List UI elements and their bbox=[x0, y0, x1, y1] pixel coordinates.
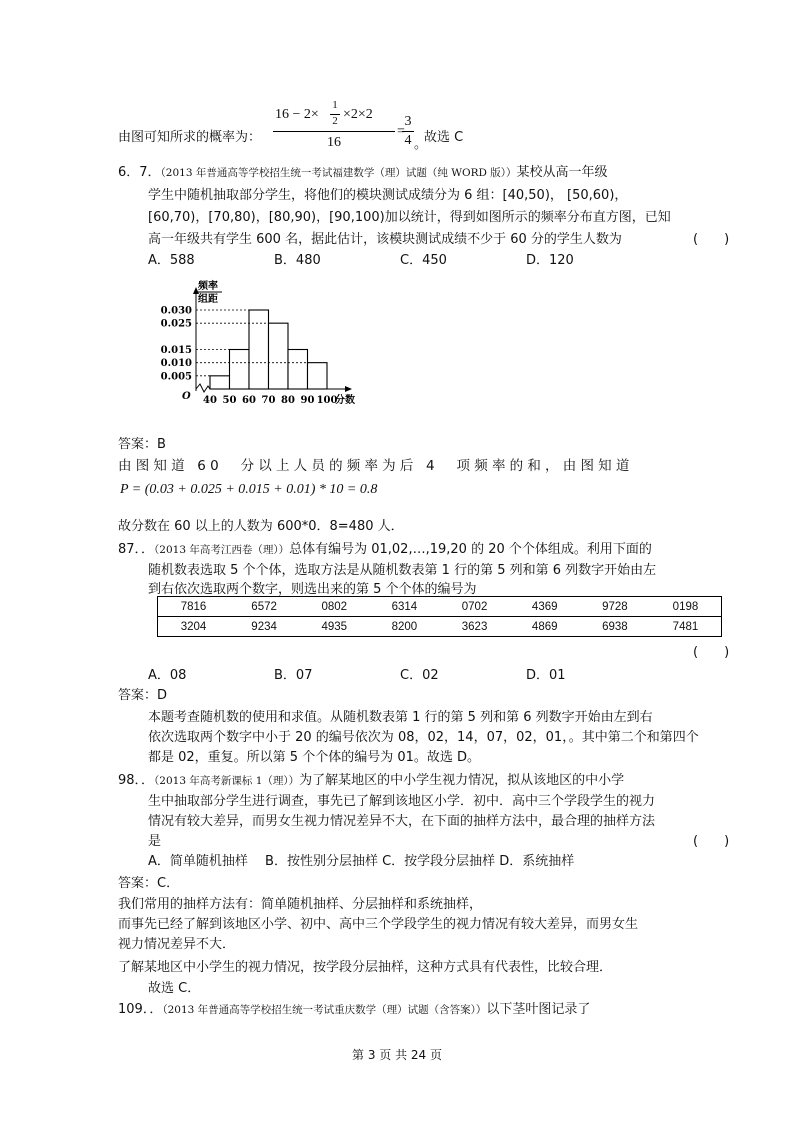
histogram-bar bbox=[308, 363, 328, 389]
q6-number: 6．7． bbox=[118, 165, 161, 180]
q98-line1-text: 为了解某地区的中小学生视力情况，拟从该地区的中小学 bbox=[299, 773, 625, 788]
q98-answer: 答案：C． bbox=[118, 876, 180, 891]
q98-line4: 是 bbox=[148, 834, 162, 849]
q87-line1 bbox=[118, 538, 652, 557]
histogram-bar bbox=[269, 323, 289, 389]
q87-option-d: D．01 bbox=[526, 668, 566, 683]
q98-line3: 情况有较大差异，而男女生视力情况差异不大，在下面的抽样方法中，最合理的抽样方法 bbox=[148, 814, 656, 829]
histogram-bar bbox=[230, 350, 250, 390]
q87-explanation-2: 依次选取两个数字中小于 20 的编号依次为 08，02，14，07，02，01，。其中第二个和第四个 bbox=[148, 730, 699, 745]
histogram-bar bbox=[210, 376, 230, 389]
q98-source: （2013 年高考新课标 1（理）） bbox=[154, 775, 300, 787]
q6-line1-text: 某校从高一年级 bbox=[516, 165, 608, 180]
q87-explanation-1: 本题考查随机数的使用和求值。从随机数表第 1 行的第 5 列和第 6 列数字开始由左到右 bbox=[148, 710, 653, 725]
prev-denominator: 16 bbox=[327, 135, 341, 150]
prev-prefix: 由图可知所求的概率为： bbox=[118, 130, 262, 145]
x-tick-label: 90 bbox=[300, 395, 315, 406]
q87-source: （2013 年高考江西卷（理）） bbox=[154, 544, 290, 556]
x-tick-label: 100 bbox=[316, 395, 338, 406]
q98-answer-blank: ( ) bbox=[693, 834, 730, 849]
prev-equals: = bbox=[397, 124, 405, 139]
table-row bbox=[158, 597, 722, 617]
y-tick-label: 0.025 bbox=[160, 318, 192, 330]
prev-numerator-b: ×2×2 bbox=[343, 107, 373, 122]
prev-half-num: 1 bbox=[332, 99, 338, 111]
random-number-table bbox=[157, 596, 722, 637]
x-axis-label: 分数 bbox=[335, 395, 355, 406]
q87-option-a: A．08 bbox=[148, 668, 187, 683]
x-tick-label: 70 bbox=[261, 395, 276, 406]
q87-line1-text: 总体有编号为 01,02,…,19,20 的 20 个个体组成。利用下面的 bbox=[289, 542, 652, 557]
prev-period: 。 bbox=[414, 137, 428, 152]
histogram-bar bbox=[288, 350, 308, 390]
q98-options: A．简单随机抽样 B．按性别分层抽样 C．按学段分层抽样 D．系统抽样 bbox=[148, 854, 575, 869]
y-axis-label-bottom: 组距 bbox=[198, 294, 218, 305]
y-tick-label: 0.005 bbox=[160, 371, 192, 383]
q6-explanation-3: 故分数在 60 以上的人数为 600*0．8=480 人． bbox=[118, 519, 404, 534]
table-cell: 7816 bbox=[158, 597, 230, 617]
x-axis-arrow bbox=[345, 386, 352, 392]
y-tick-label: 0.010 bbox=[160, 358, 192, 370]
q6-line3: [60,70)，[70,80)，[80,90)，[90,100)加以统计，得到如图所示的频率分布直方图，已知 bbox=[148, 210, 671, 225]
y-axis-label-top: 频率 bbox=[198, 281, 218, 292]
q87-option-c: C．02 bbox=[400, 668, 439, 683]
table-cell: 6572 bbox=[229, 597, 299, 617]
x-tick-label: 80 bbox=[281, 395, 295, 406]
x-axis-break bbox=[196, 384, 210, 392]
q109-number: 109．． bbox=[118, 1002, 163, 1017]
q6-option-d: D．120 bbox=[526, 253, 574, 268]
q109-line1-text: 以下茎叶图记录了 bbox=[486, 1002, 591, 1017]
prev-result-den: 4 bbox=[404, 133, 412, 148]
q6-answer: 答案：B bbox=[118, 437, 166, 452]
y-tick-label: 0.030 bbox=[160, 305, 192, 317]
table-cell: 4869 bbox=[510, 617, 580, 637]
origin-label: O bbox=[182, 391, 191, 402]
q87-line2: 随机数表选取 5 个个体，选取方法是从随机数表第 1 行的第 5 列和第 6 列数字开始由左 bbox=[148, 563, 657, 578]
q6-formula: P = (0.03 + 0.025 + 0.015 + 0.01) * 10 = 0.8 bbox=[120, 482, 378, 497]
q6-option-a: A．588 bbox=[148, 253, 195, 268]
q98-explanation-2: 而事先已经了解到该地区小学、初中、高中三个学段学生的视力情况有较大差异，而男女生 bbox=[118, 917, 639, 932]
table-cell: 0802 bbox=[299, 597, 369, 617]
q6-source: （2013 年普通高等学校招生统一考试福建数学（理）试题（纯 WORD 版）） bbox=[160, 167, 517, 179]
frequency-histogram bbox=[150, 275, 380, 415]
table-cell: 4369 bbox=[510, 597, 580, 617]
q6-option-c: C．450 bbox=[400, 253, 447, 268]
x-tick-label: 60 bbox=[242, 395, 256, 406]
prev-result-num: 3 bbox=[404, 114, 412, 129]
table-cell: 0702 bbox=[439, 597, 509, 617]
q87-answer-blank: ( ) bbox=[693, 645, 730, 660]
page-footer: 第 3 页 共 24 页 bbox=[352, 1048, 442, 1062]
q109-source: （2013 年普通高等学校招生统一考试重庆数学（理）试题（含答案）） bbox=[162, 1004, 487, 1016]
q98-explanation-4: 了解某地区中小学生的视力情况，按学段分层抽样，这种方式具有代表性，比较合理． bbox=[118, 960, 613, 975]
table-cell: 8200 bbox=[369, 617, 439, 637]
q98-number: 98．． bbox=[118, 773, 155, 788]
x-tick-label: 40 bbox=[203, 395, 217, 406]
q87-answer: 答案：D bbox=[118, 688, 168, 703]
q98-explanation-1: 我们常用的抽样方法有：简单随机抽样、分层抽样和系统抽样， bbox=[118, 897, 483, 912]
table-row bbox=[158, 617, 722, 637]
table-cell: 4935 bbox=[299, 617, 369, 637]
q6-answer-blank: ( ) bbox=[693, 232, 730, 247]
prev-fraction-bar bbox=[273, 131, 395, 132]
q6-line1 bbox=[118, 161, 608, 180]
prev-choice: 故选 C bbox=[424, 130, 464, 145]
q87-line3: 到右依次选取两个数字，则选出来的第 5 个个体的编号为 bbox=[148, 582, 477, 597]
y-tick-label: 0.015 bbox=[160, 345, 192, 356]
prev-half-den: 2 bbox=[332, 115, 338, 127]
q87-explanation-3: 都是 02，重复。所以第 5 个个体的编号为 01。故选 D。 bbox=[148, 750, 481, 765]
q98-line1 bbox=[118, 769, 624, 788]
prev-numerator-a: 16 − 2× bbox=[275, 107, 319, 122]
x-tick-label: 50 bbox=[222, 395, 237, 406]
q87-option-b: B．07 bbox=[274, 668, 313, 683]
table-cell: 6938 bbox=[580, 617, 650, 637]
table-cell: 9234 bbox=[229, 617, 299, 637]
table-cell: 3623 bbox=[439, 617, 509, 637]
q6-explanation-1: 由图知道 60 分以上人员的频率为后 4 项频率的和，由图知道 bbox=[118, 458, 634, 474]
table-cell: 7481 bbox=[650, 617, 722, 637]
q6-option-b: B．480 bbox=[274, 253, 321, 268]
q98-explanation-3: 视力情况差异不大． bbox=[118, 937, 236, 952]
q6-line2: 学生中随机抽取部分学生，将他们的模块测试成绩分为 6 组：[40,50)， [50,60)， bbox=[148, 188, 628, 203]
histogram-bar bbox=[249, 310, 269, 389]
table-cell: 3204 bbox=[158, 617, 230, 637]
prev-result-bar bbox=[402, 131, 414, 132]
q98-explanation-5: 故选 C． bbox=[148, 981, 201, 996]
table-cell: 9728 bbox=[580, 597, 650, 617]
q87-number: 87．． bbox=[118, 542, 155, 557]
question-109-line1 bbox=[118, 998, 590, 1017]
q6-line4: 高一年级共有学生 600 名，据此估计，该模块测试成绩不少于 60 分的学生人数为 bbox=[148, 232, 622, 247]
table-cell: 6314 bbox=[369, 597, 439, 617]
table-cell: 0198 bbox=[650, 597, 722, 617]
q98-line2: 生中抽取部分学生进行调查，事先已了解到该地区小学．初中．高中三个学段学生的视力 bbox=[148, 794, 656, 809]
